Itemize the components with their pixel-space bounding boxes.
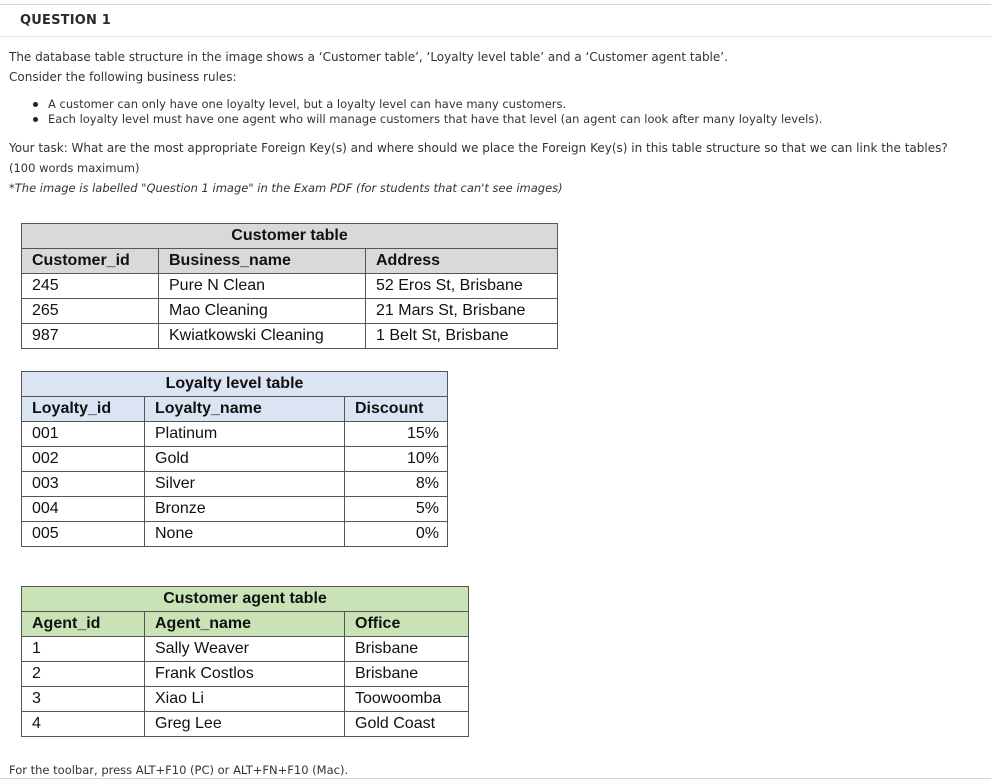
table-cell: 1 <box>22 637 145 662</box>
image-note: *The image is labelled "Question 1 image" in the Exam PDF (for students that can't see images) <box>9 181 563 195</box>
table-cell: Gold <box>145 447 345 472</box>
loyalty-level-table <box>21 371 448 547</box>
question-divider <box>0 36 991 37</box>
table-cell: Platinum <box>145 422 345 447</box>
table-caption: Loyalty level table <box>22 372 448 397</box>
column-header: Business_name <box>159 249 366 274</box>
table-row <box>22 472 448 497</box>
table-cell: Mao Cleaning <box>159 299 366 324</box>
top-divider <box>0 4 991 5</box>
table-row <box>22 497 448 522</box>
table-cell: 001 <box>22 422 145 447</box>
table-cell: 15% <box>345 422 448 447</box>
customer-table <box>21 223 558 349</box>
table-cell: 3 <box>22 687 145 712</box>
table-cell: 004 <box>22 497 145 522</box>
business-rule: A customer can only have one loyalty level, but a loyalty level can have many customers. <box>30 97 822 112</box>
column-header: Address <box>366 249 558 274</box>
table-cell: 21 Mars St, Brisbane <box>366 299 558 324</box>
question-consider: Consider the following business rules: <box>9 70 237 84</box>
table-cell: Xiao Li <box>145 687 345 712</box>
table-cell: Pure N Clean <box>159 274 366 299</box>
table-cell: Frank Costlos <box>145 662 345 687</box>
question-task: Your task: What are the most appropriate Foreign Key(s) and where should we place the Foreign Key(s) in this table structure so that we can link the tables? <box>9 141 948 155</box>
table-row <box>22 447 448 472</box>
table-row <box>22 299 558 324</box>
table-cell: 4 <box>22 712 145 737</box>
table-cell: 5% <box>345 497 448 522</box>
table-row <box>22 637 469 662</box>
table-caption: Customer table <box>22 224 558 249</box>
table-cell: None <box>145 522 345 547</box>
table-cell: 002 <box>22 447 145 472</box>
column-header: Agent_id <box>22 612 145 637</box>
table-cell: 003 <box>22 472 145 497</box>
table-cell: 8% <box>345 472 448 497</box>
bottom-divider <box>0 778 991 779</box>
table-cell: 265 <box>22 299 159 324</box>
column-header: Loyalty_id <box>22 397 145 422</box>
table-cell: 987 <box>22 324 159 349</box>
table-row <box>22 687 469 712</box>
column-header: Agent_name <box>145 612 345 637</box>
word-limit: (100 words maximum) <box>9 161 140 175</box>
table-cell: Toowoomba <box>345 687 469 712</box>
table-cell: Bronze <box>145 497 345 522</box>
table-cell: 2 <box>22 662 145 687</box>
business-rules-list <box>30 97 822 127</box>
table-cell: 1 Belt St, Brisbane <box>366 324 558 349</box>
business-rule: Each loyalty level must have one agent who will manage customers that have that level (an agent can look after many loyalty levels). <box>30 112 822 127</box>
table-caption: Customer agent table <box>22 587 469 612</box>
table-cell: 10% <box>345 447 448 472</box>
question-intro: The database table structure in the image shows a ‘Customer table’, ‘Loyalty level table’ and a ‘Customer agent table’. <box>9 50 728 64</box>
table-row <box>22 522 448 547</box>
table-cell: Silver <box>145 472 345 497</box>
column-header: Office <box>345 612 469 637</box>
column-header: Customer_id <box>22 249 159 274</box>
column-header: Loyalty_name <box>145 397 345 422</box>
question-title: QUESTION 1 <box>20 13 112 28</box>
table-cell: 0% <box>345 522 448 547</box>
table-cell: 005 <box>22 522 145 547</box>
column-header: Discount <box>345 397 448 422</box>
customer-agent-table <box>21 586 469 737</box>
table-cell: 52 Eros St, Brisbane <box>366 274 558 299</box>
table-row <box>22 324 558 349</box>
table-row <box>22 712 469 737</box>
table-cell: Brisbane <box>345 662 469 687</box>
table-cell: 245 <box>22 274 159 299</box>
table-cell: Greg Lee <box>145 712 345 737</box>
table-cell: Brisbane <box>345 637 469 662</box>
table-cell: Gold Coast <box>345 712 469 737</box>
table-cell: Kwiatkowski Cleaning <box>159 324 366 349</box>
table-row <box>22 662 469 687</box>
toolbar-hint: For the toolbar, press ALT+F10 (PC) or ALT+FN+F10 (Mac). <box>9 763 349 777</box>
table-row <box>22 274 558 299</box>
table-cell: Sally Weaver <box>145 637 345 662</box>
table-row <box>22 422 448 447</box>
